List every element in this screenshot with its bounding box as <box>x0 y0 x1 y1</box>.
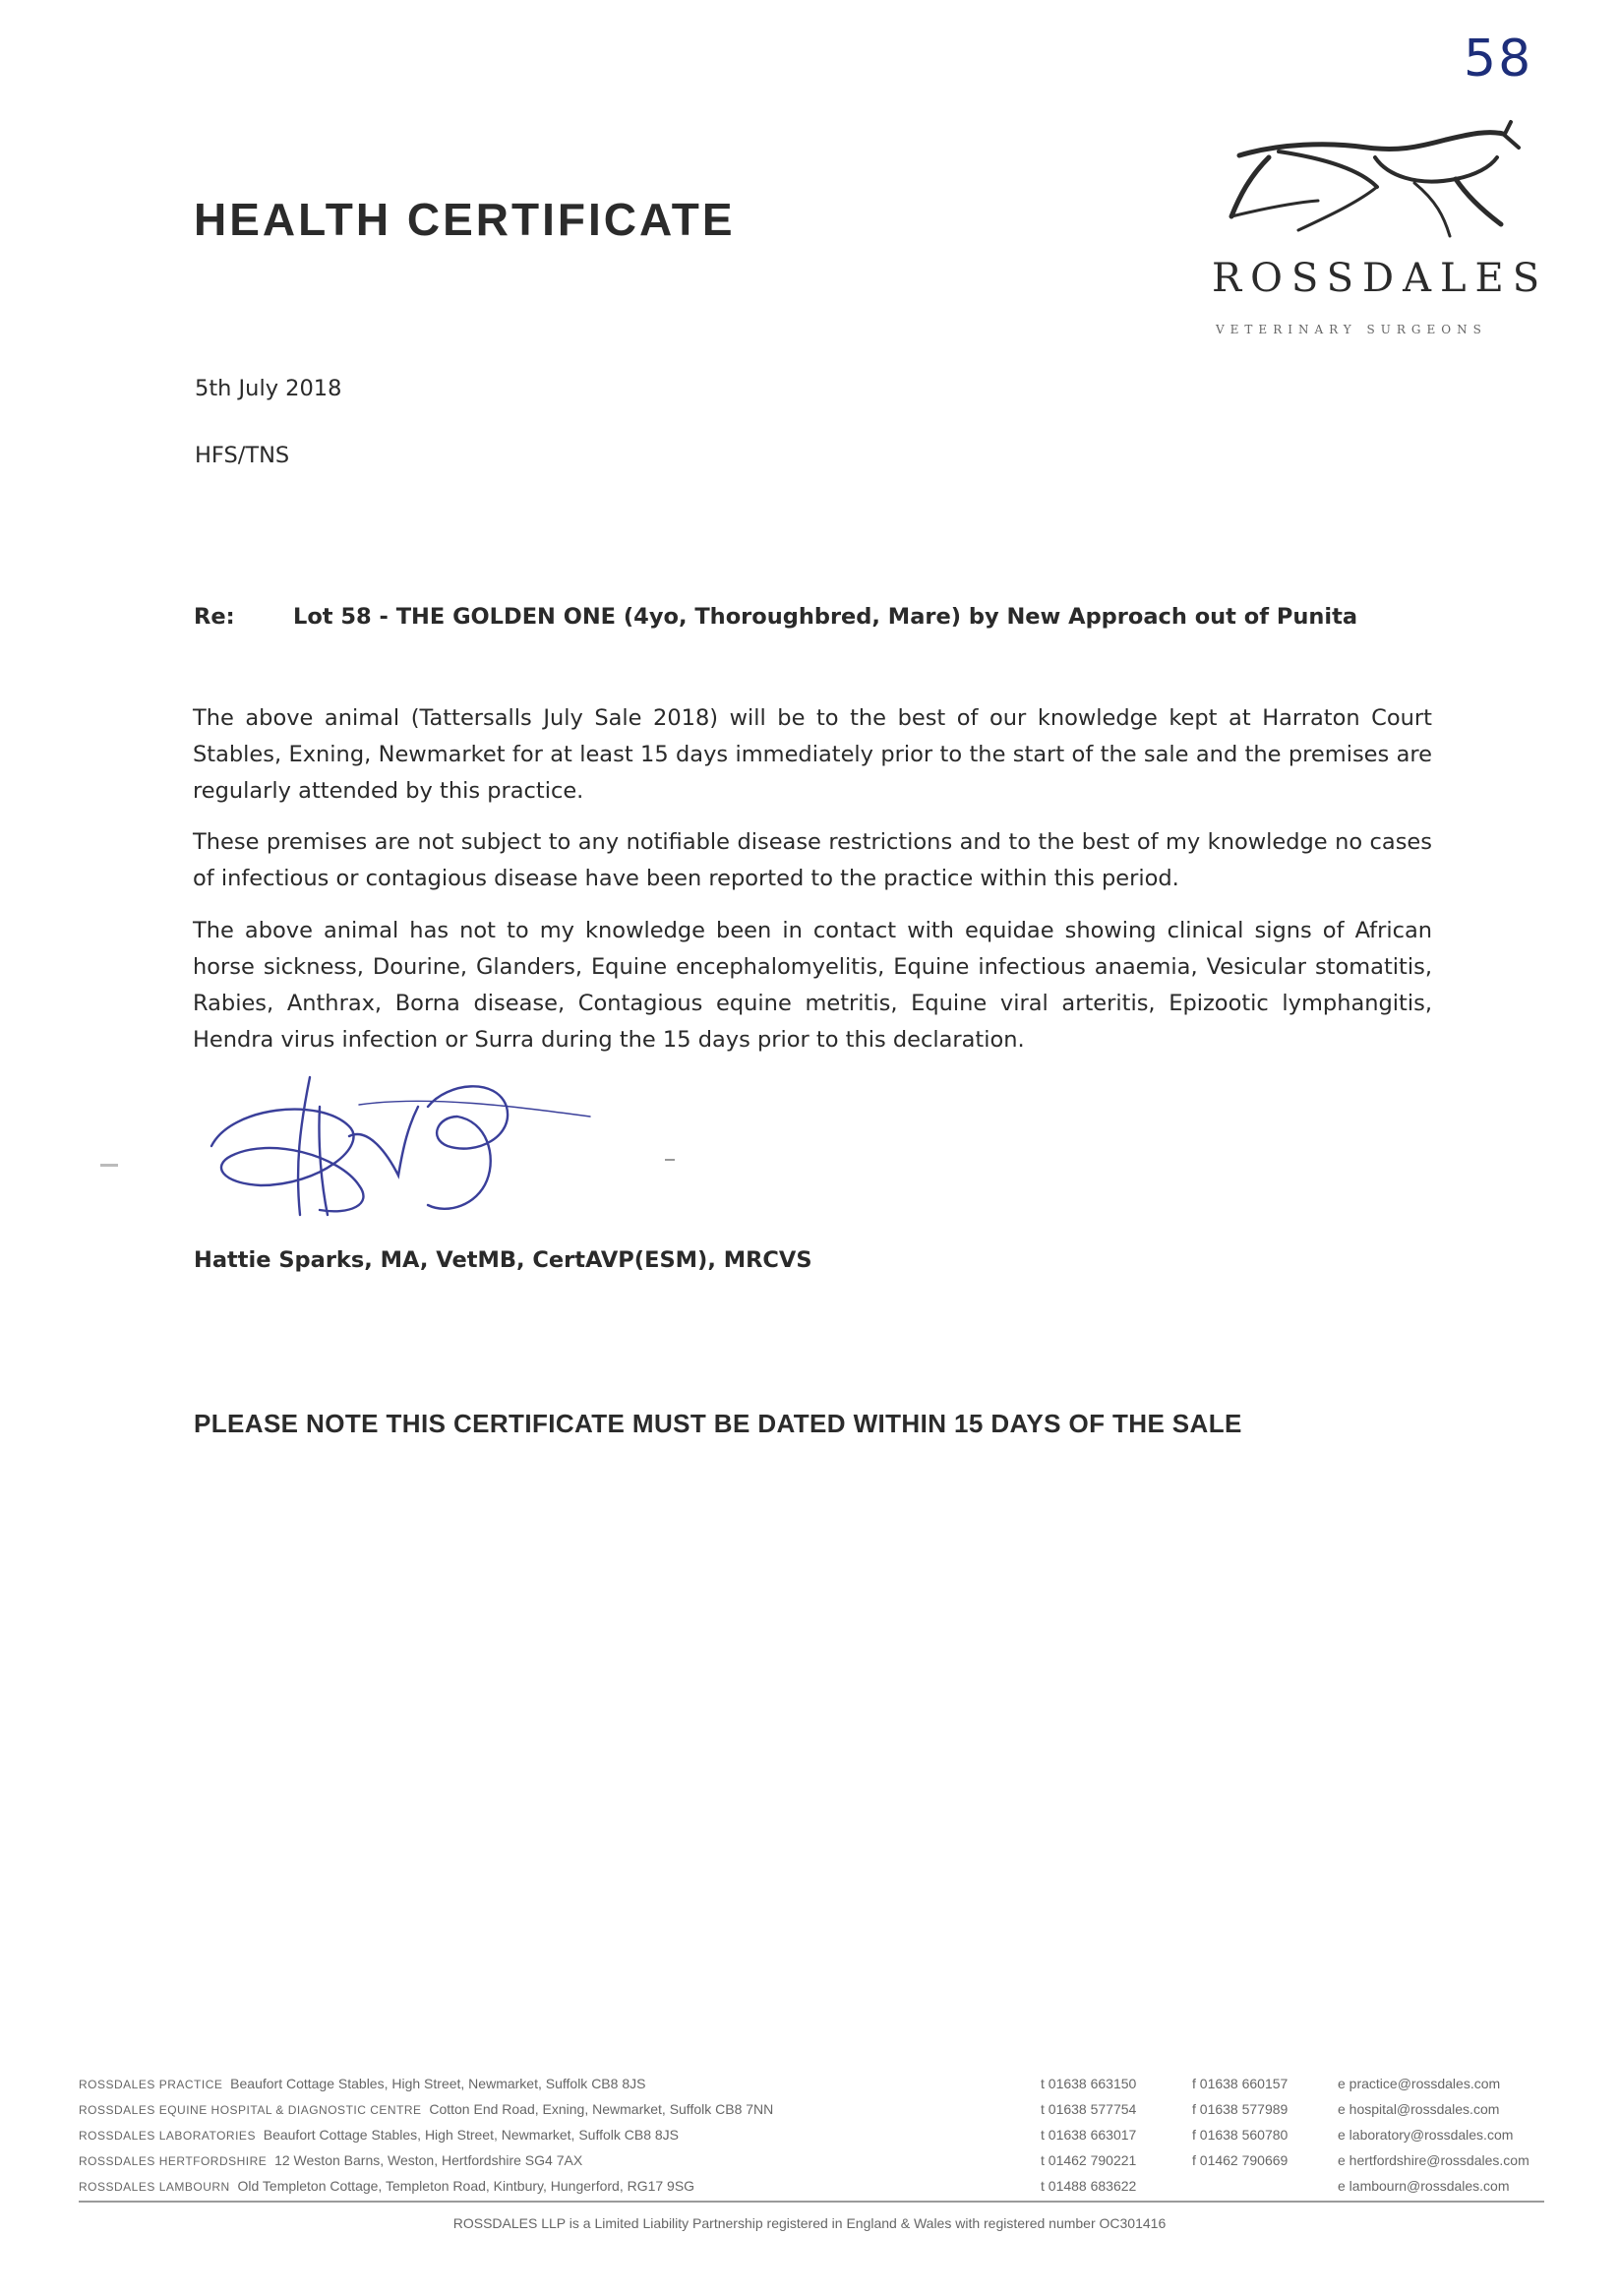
footer-office-row <box>79 2127 679 2143</box>
letter-date: 5th July 2018 <box>195 376 342 401</box>
office-telephone: t 01488 683622 <box>1041 2178 1137 2194</box>
footer-office-row <box>79 2152 582 2168</box>
dating-notice: PLEASE NOTE THIS CERTIFICATE MUST BE DATED WITHIN 15 DAYS OF THE SALE <box>194 1409 1242 1438</box>
office-email: e lambourn@rossdales.com <box>1338 2178 1510 2194</box>
office-telephone: t 01462 790221 <box>1041 2152 1137 2168</box>
office-email: e laboratory@rossdales.com <box>1338 2127 1514 2143</box>
footer-office-row <box>79 2101 773 2117</box>
letter-reference: HFS/TNS <box>195 443 290 468</box>
scan-mark <box>100 1164 118 1167</box>
office-name: ROSSDALES HERTFORDSHIRE <box>79 2154 268 2168</box>
office-fax: f 01638 560780 <box>1192 2127 1289 2143</box>
office-email: e hospital@rossdales.com <box>1338 2101 1500 2117</box>
office-telephone: t 01638 663150 <box>1041 2076 1137 2091</box>
body-paragraph-premises: The above animal (Tattersalls July Sale 2018) will be to the best of our knowledge kept at Harraton Court Stables, Exning, Newmarket for at least 15 days immediately prior to the start of the sale and the premises are regularly attended by this practice. <box>193 705 1432 804</box>
office-address: Beaufort Cottage Stables, High Street, Newmarket, Suffolk CB8 8JS <box>230 2076 646 2091</box>
office-fax: f 01638 660157 <box>1192 2076 1289 2091</box>
office-telephone: t 01638 577754 <box>1041 2101 1137 2117</box>
office-name: ROSSDALES LABORATORIES <box>79 2129 256 2143</box>
handwritten-lot-number: 58 <box>1464 30 1533 89</box>
office-name: ROSSDALES PRACTICE <box>79 2078 223 2091</box>
page-title: HEALTH CERTIFICATE <box>194 194 736 245</box>
office-name: ROSSDALES EQUINE HOSPITAL & DIAGNOSTIC CENTRE <box>79 2103 422 2117</box>
office-email: e hertfordshire@rossdales.com <box>1338 2152 1529 2168</box>
office-address: Old Templeton Cottage, Templeton Road, Kintbury, Hungerford, RG17 9SG <box>237 2178 695 2194</box>
office-address: Beaufort Cottage Stables, High Street, Newmarket, Suffolk CB8 8JS <box>263 2127 680 2143</box>
subject-line: Lot 58 - THE GOLDEN ONE (4yo, Thoroughbred, Mare) by New Approach out of Punita <box>293 604 1358 630</box>
footer-office-row <box>79 2178 694 2194</box>
footer-office-row <box>79 2076 645 2091</box>
rossdales-logo <box>1210 118 1549 354</box>
logo-wordmark: ROSSDALES <box>1212 256 1549 301</box>
signatory-name: Hattie Sparks, MA, VetMB, CertAVP(ESM), MRCVS <box>194 1247 812 1273</box>
handwritten-signature-icon <box>202 1067 615 1244</box>
office-email: e practice@rossdales.com <box>1338 2076 1501 2091</box>
body-paragraph-restrictions: These premises are not subject to any notifiable disease restrictions and to the best of my knowledge no cases of infectious or contagious disease have been reported to the practice within this period. <box>193 829 1432 891</box>
logo-tagline: VETERINARY SURGEONS <box>1216 323 1487 336</box>
scan-mark <box>665 1159 675 1161</box>
footer-divider <box>79 2201 1544 2203</box>
galloping-horse-logo-icon <box>1210 118 1525 256</box>
office-name: ROSSDALES LAMBOURN <box>79 2180 230 2194</box>
subject-label: Re: <box>194 604 235 630</box>
body-paragraph-disease-contact: The above animal has not to my knowledge been in contact with equidae showing clinical signs of African horse sickness, Dourine, Glanders, Equine encephalomyelitis, Equine infectious anaemia, Vesicular stomatitis, Rabies, Anthrax, Borna disease, Contagious equine metritis, Equine viral arteritis, Epizootic lymphangitis, Hendra virus infection or Surra during the 15 days prior to this declaration. <box>193 918 1432 1053</box>
office-address: Cotton End Road, Exning, Newmarket, Suffolk CB8 7NN <box>429 2101 774 2117</box>
office-fax: f 01462 790669 <box>1192 2152 1289 2168</box>
office-fax: f 01638 577989 <box>1192 2101 1289 2117</box>
office-telephone: t 01638 663017 <box>1041 2127 1137 2143</box>
footer-legal-notice: ROSSDALES LLP is a Limited Liability Partnership registered in England & Wales with registered number OC301416 <box>452 2215 1167 2231</box>
office-address: 12 Weston Barns, Weston, Hertfordshire SG4 7AX <box>274 2152 583 2168</box>
